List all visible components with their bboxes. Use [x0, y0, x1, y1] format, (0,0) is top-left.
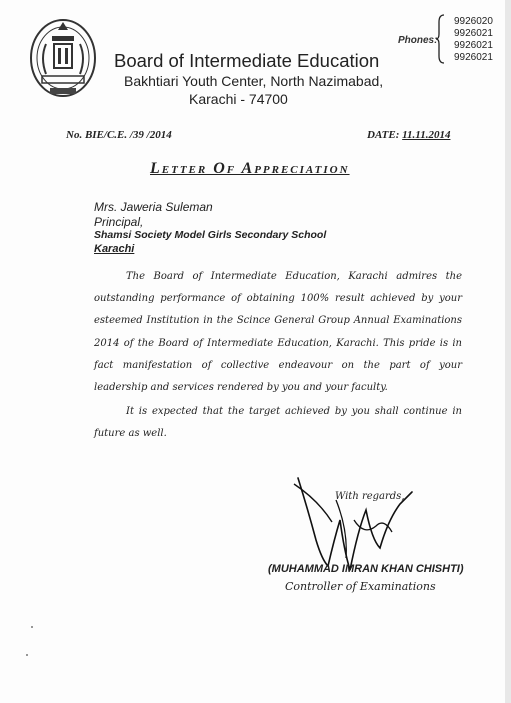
- recipient-title: Principal,: [94, 215, 144, 229]
- date-value: 11.11.2014: [402, 129, 451, 141]
- recipient-city: Karachi: [94, 243, 135, 255]
- org-name: Board of Intermediate Education: [114, 50, 380, 71]
- scan-speck: [31, 626, 33, 628]
- letter-body: [94, 266, 462, 446]
- phones-label: Phones:: [398, 35, 438, 46]
- letter-title: Letter Of Appreciation: [150, 160, 350, 177]
- recipient-name: Mrs. Jaweria Suleman: [94, 200, 213, 214]
- signatory-designation: Controller of Examinations: [285, 580, 436, 593]
- phone-number: 9926021: [454, 28, 493, 39]
- recipient-block: [94, 200, 326, 255]
- signatory-name: (MUHAMMAD IMRAN KHAN CHISHTI): [268, 563, 464, 575]
- recipient-school: Shamsi Society Model Girls Secondary School: [94, 229, 327, 241]
- closing-regards: With regards,: [335, 491, 405, 502]
- phone-numbers: [454, 16, 505, 64]
- scan-edge: [505, 0, 511, 703]
- phone-number: 9926020: [454, 16, 493, 27]
- letter-date: [367, 129, 450, 141]
- brace-icon: [436, 14, 446, 64]
- phone-number: 9926021: [454, 40, 493, 51]
- board-seal-logo: [28, 14, 98, 104]
- address-line-2: Karachi - 74700: [189, 91, 288, 107]
- scan-speck: [26, 654, 28, 656]
- body-paragraph-2: It is expected that the target achieved by you shall continue in future as well.: [94, 406, 462, 440]
- address-line-1: Bakhtiari Youth Center, North Nazimabad,: [124, 73, 384, 89]
- phone-number: 9926021: [454, 52, 493, 63]
- date-label: DATE:: [367, 129, 400, 141]
- reference-number: No. BIE/C.E. /39 /2014: [66, 129, 172, 141]
- body-paragraph-1: The Board of Intermediate Education, Karachi admires the outstanding performance of obtaining 100% result achieved by your esteemed Institution in the Scince General Group Annual Examinations 2014 of the Board of Intermediate Education, Karachi. This pride is in fact manifestation of collective endeavour on the part of your leadership and services rendered by you and your faculty.: [94, 271, 462, 394]
